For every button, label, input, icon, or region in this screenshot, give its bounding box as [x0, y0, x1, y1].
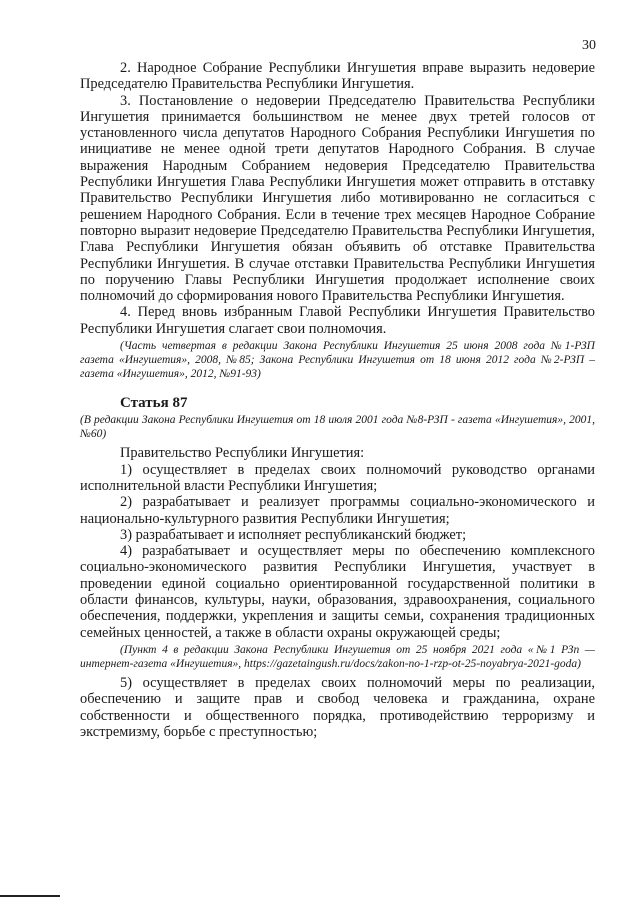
article-intro: Правительство Республики Ингушетия:	[120, 445, 365, 462]
page-number: 30	[582, 38, 596, 53]
article-item-5: 5) осуществляет в пределах своих полномочий меры по реализации, обеспечению и защите прав и свобод человека и гражданина, охране собственности и общественного порядка, противодействию терроризму и экстремизму, борьбе с преступностью;	[80, 674, 595, 740]
article-note: (В редакции Закона Республики Ингушетия от 18 июля 2001 года №8-РЗП - газета «Ингушетия», 2001, №60)	[80, 414, 595, 441]
document-body	[80, 60, 595, 740]
note-part-4: (Часть четвертая в редакции Закона Республики Ингушетия 25 июня 2008 года №1-РЗП газета «Ингушетия», 2008, №85; Закона Республики Ингушетия от 18 июня 2012 года №2-РЗП – газета «Ингушетия», 2012, №91-93)	[80, 340, 595, 381]
article-item-4: 4) разрабатывает и осуществляет меры по обеспечению комплексного социально-экономического развития Республики Ингушетия, участвует в проведении единой социально ориентированной государственной политики в области финансов, культуры, науки, образования, здравоохранения, социального обеспечения, поддержки, укрепления и защиты семьи, сохранения традиционных семейных ценностей, а также в области охраны окружающей среды;	[80, 543, 595, 641]
scan-edge-mark	[0, 895, 60, 897]
article-item-3: 3) разрабатывает и исполняет республиканский бюджет;	[120, 526, 467, 543]
note-item-4: (Пункт 4 в редакции Закона Республики Ингушетия от 25 ноября 2021 года «№1 РЗп — интернет-газета «Ингушетия», https://gazetaingush.ru/docs/zakon-no-1-rzp-ot-25-noyabrya-2021-goda)	[80, 643, 595, 670]
paragraph-part-3: 3. Постановление о недоверии Председателю Правительства Республики Ингушетия принимается большинством не менее двух третей голосов от установленного числа депутатов Народного Собрания Республики Ингушетия по инициативе не менее одной трети депутатов Народного Собрания. В случае выражения Народным Собранием недоверия Председателю Правительства Республики Ингушетия Глава Республики Ингушетия может отправить в отставку Правительство Республики Ингушетия либо мотивированно не согласиться с решением Народного Собрания. Если в течение трех месяцев Народное Собрание повторно выразит недоверие Председателю Правительства Республики Ингушетия, Глава Республики Ингушетия обязан объявить об отставке Правительства Республики Ингушетия. В случае отставки Правительства Республики Ингушетия по поручению Главы Республики Ингушетия продолжает исполнение своих полномочий до сформирования нового Правительства Республики Ингушетия.	[80, 92, 595, 305]
article-title: Статья 87	[120, 395, 188, 412]
paragraph-part-4: 4. Перед вновь избранным Главой Республики Ингушетия Правительство Республики Ингушетия слагает свои полномочия.	[80, 304, 595, 337]
article-item-2: 2) разрабатывает и реализует программы социально-экономического и национально-культурного развития Республики Ингушетия;	[80, 494, 595, 527]
paragraph-part-2: 2. Народное Собрание Республики Ингушетия вправе выразить недоверие Председателю Правительства Республики Ингушетия.	[80, 60, 595, 93]
article-item-1: 1) осуществляет в пределах своих полномочий руководство органами исполнительной власти Республики Ингушетия;	[80, 461, 595, 494]
